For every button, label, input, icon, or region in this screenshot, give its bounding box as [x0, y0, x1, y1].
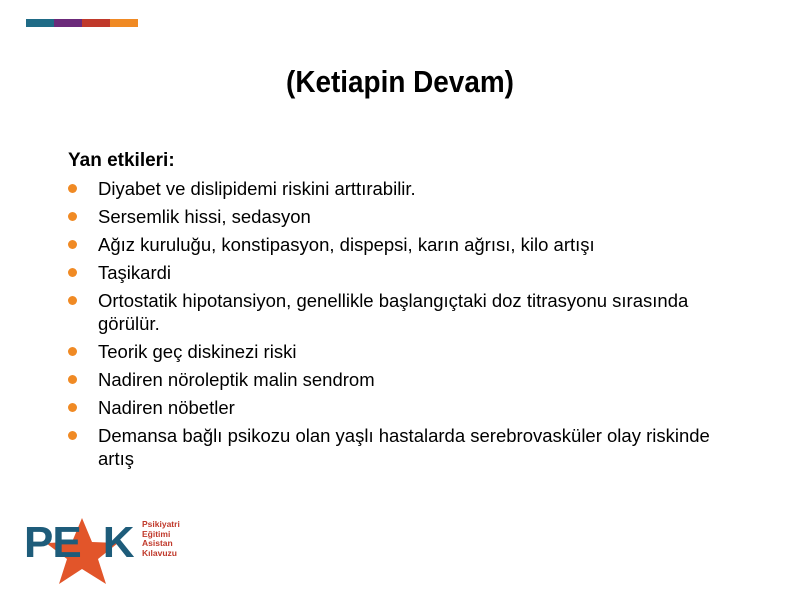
bullet-item — [68, 368, 748, 391]
logo-letters — [24, 518, 134, 568]
bullet-text: Nadiren nöroleptik malin sendrom — [98, 369, 375, 390]
bullet-text: Sersemlik hissi, sedasyon — [98, 206, 311, 227]
bullet-list — [68, 177, 748, 470]
bullet-item — [68, 396, 748, 419]
color-bar-segment — [82, 19, 110, 27]
bullet-dot-icon — [68, 240, 77, 249]
peak-logo — [24, 516, 184, 588]
bullet-text: Taşikardi — [98, 262, 171, 283]
bullet-item — [68, 289, 748, 335]
bullet-dot-icon — [68, 268, 77, 277]
bullet-dot-icon — [68, 403, 77, 412]
bullet-text: Diyabet ve dislipidemi riskini arttırabilir. — [98, 178, 416, 199]
bullet-item — [68, 205, 748, 228]
logo-letter: K — [102, 518, 134, 567]
bullet-item — [68, 177, 748, 200]
bullet-text: Teorik geç diskinezi riski — [98, 341, 297, 362]
color-bar-segment — [26, 19, 54, 27]
logo-caption-line: Kılavuzu — [142, 547, 177, 558]
section-heading: Yan etkileri: — [68, 150, 175, 171]
bullet-dot-icon — [68, 375, 77, 384]
logo-caption-line: Asistan — [142, 538, 173, 548]
slide-title: (Ketiapin Devam) — [286, 64, 514, 99]
bullet-dot-icon — [68, 184, 77, 193]
bullet-dot-icon — [68, 296, 77, 305]
bullet-text: Demansa bağlı psikozu olan yaşlı hastalarda serebrovasküler olay riskinde artış — [98, 425, 710, 469]
bullet-text: Ağız kuruluğu, konstipasyon, dispepsi, karın ağrısı, kilo artışı — [98, 234, 595, 255]
logo-caption-line: Eğitimi — [142, 528, 171, 539]
bullet-item — [68, 233, 748, 256]
color-bar-segment — [54, 19, 82, 27]
bullet-item — [68, 340, 748, 363]
logo-letter: P — [24, 518, 53, 567]
logo-letter: E — [52, 518, 81, 567]
bullet-item — [68, 261, 748, 284]
bullet-dot-icon — [68, 212, 77, 221]
slide-content — [68, 149, 748, 475]
color-bar-segment — [110, 19, 138, 27]
bullet-dot-icon — [68, 431, 77, 440]
bullet-text: Ortostatik hipotansiyon, genellikle başlangıçtaki doz titrasyonu sırasında görülür. — [98, 290, 689, 334]
logo-caption-line: Psikiyatri — [142, 519, 180, 529]
bullet-text: Nadiren nöbetler — [98, 397, 235, 418]
color-bar — [26, 19, 138, 27]
logo-caption — [142, 520, 180, 558]
bullet-dot-icon — [68, 347, 77, 356]
bullet-item — [68, 424, 748, 470]
